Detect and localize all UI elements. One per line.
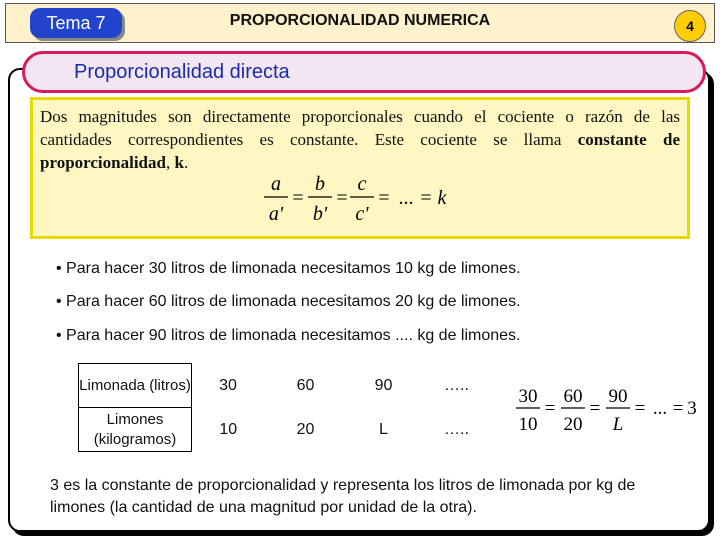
formula-k: k	[437, 187, 447, 209]
section-title: Proporcionalidad directa	[74, 61, 290, 83]
formula-equals: =	[336, 187, 348, 209]
row-label-lemonade: Limonada (litros)	[79, 364, 192, 408]
ratio-equation	[512, 380, 702, 440]
definition-text-part: ,	[165, 153, 175, 172]
ratio-num: 30	[518, 386, 538, 407]
conclusion-text: 3 es la constante de proporcionalidad y representa los litros de limonada por kg de limones (la cantidad de una magnitud por unidad de la otra).	[50, 477, 636, 516]
ratio-equals: =	[544, 398, 556, 419]
proportion-formula	[262, 168, 462, 230]
formula-den-a: a'	[268, 203, 284, 225]
row-label-lemons: Limones (kilogramos)	[79, 408, 192, 452]
formula-num-c: c	[357, 173, 367, 195]
definition-text	[40, 105, 680, 174]
definition-symbol: k	[174, 153, 184, 172]
ratio-den: 10	[518, 414, 538, 435]
header-title: PROPORCIONALIDAD NUMERICA	[229, 12, 491, 29]
definition-text-part: Dos magnitudes son directamente proporcionales cuando el cociente o razón de las cantidades correspondientes es constante. Este cociente se llama	[40, 107, 680, 149]
proportion-table	[78, 363, 493, 452]
ratio-result: 3	[687, 398, 697, 419]
table-cell: 30	[219, 376, 237, 394]
ratio-num: 90	[608, 386, 628, 407]
table-cell: 20	[296, 420, 315, 438]
formula-den-c: c'	[355, 203, 369, 225]
ratio-equals: =	[672, 398, 684, 419]
table-cell: …..	[444, 376, 469, 394]
table-row	[79, 408, 493, 452]
page-number: 4	[674, 10, 706, 42]
example-bullet-2: • Para hacer 60 litros de limonada necesitamos 20 kg de limones.	[56, 293, 521, 310]
table-cell: L	[379, 420, 388, 438]
ratio-equals: =	[589, 398, 601, 419]
table-cell: …..	[444, 420, 469, 438]
table-cell: 90	[374, 376, 393, 394]
table-cell: 10	[219, 420, 238, 438]
example-bullet-3: • Para hacer 90 litros de limonada necesitamos .... kg de limones.	[56, 327, 521, 344]
formula-equals: =	[378, 187, 390, 209]
formula-dots: ...	[398, 187, 414, 209]
formula-num-a: a	[271, 173, 281, 195]
definition-text-part: .	[183, 153, 189, 172]
ratio-dots: ...	[652, 398, 668, 419]
ratio-den-unknown: L	[612, 414, 624, 435]
formula-den-b: b'	[312, 203, 328, 225]
formula-num-b: b	[315, 173, 325, 195]
formula-equals: =	[292, 187, 304, 209]
formula-equals: =	[420, 187, 432, 209]
topic-badge: Tema 7	[30, 8, 122, 38]
ratio-equals: =	[634, 398, 646, 419]
example-bullet-1: • Para hacer 30 litros de limonada necesitamos 10 kg de limones.	[56, 260, 521, 277]
table-cell: 60	[296, 376, 315, 394]
table-row	[79, 364, 493, 408]
definition-term: constante de proporcionalidad	[40, 130, 680, 172]
ratio-den: 20	[563, 414, 583, 435]
ratio-num: 60	[563, 386, 583, 407]
